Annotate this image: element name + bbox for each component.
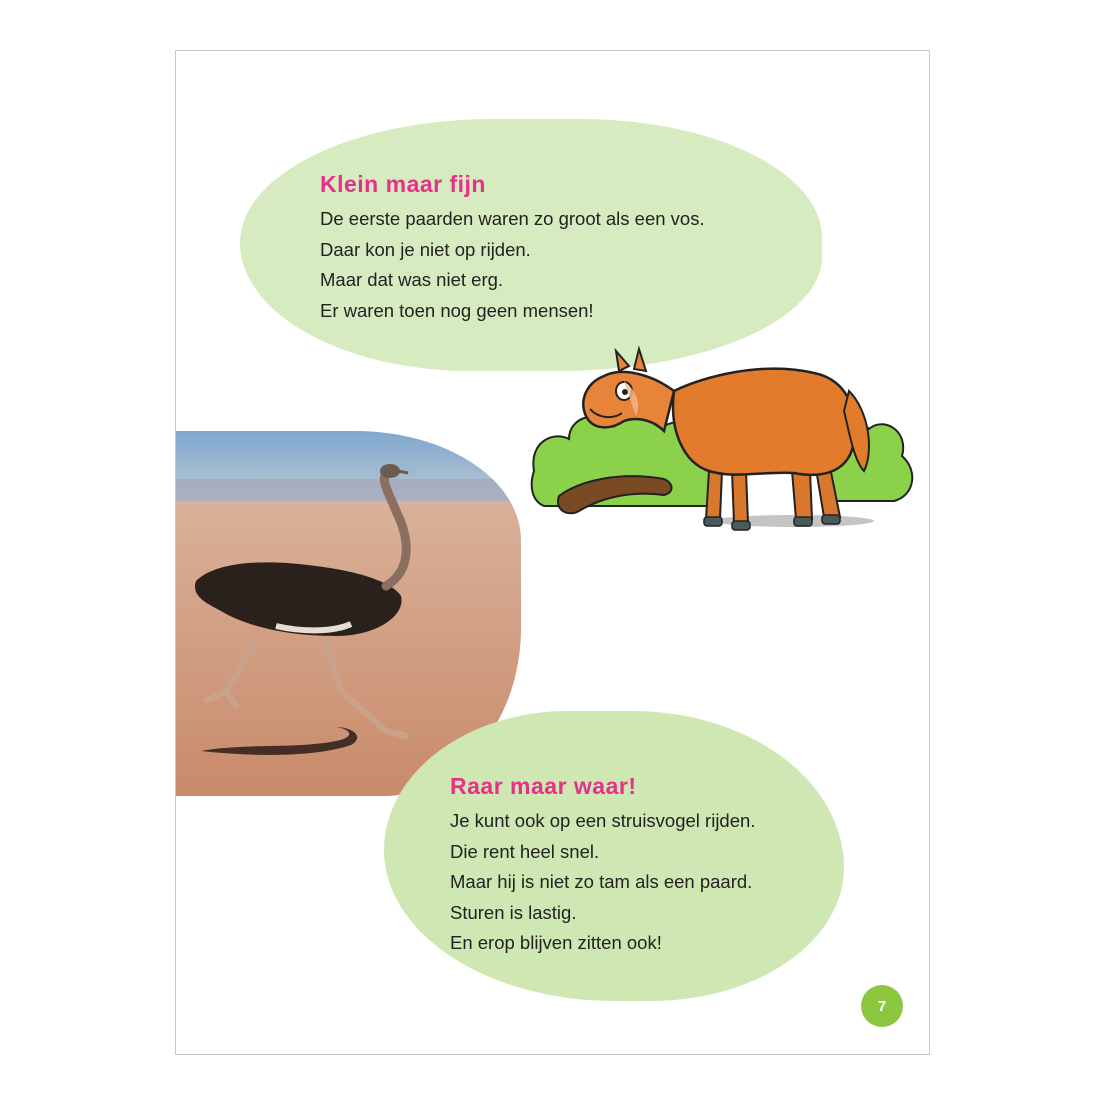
text-line: En erop blijven zitten ook! <box>450 932 662 953</box>
text-line: Daar kon je niet op rijden. <box>320 238 531 260</box>
text-line: Je kunt ook op een struisvogel rijden. <box>450 810 756 831</box>
text-block-klein-maar-fijn <box>320 171 705 326</box>
section-heading: Raar maar waar! <box>450 773 637 799</box>
text-block-raar-maar-waar <box>450 773 755 959</box>
text-line: Sturen is lastig. <box>450 901 577 923</box>
text-line: Maar hij is niet zo tam als een paard. <box>450 871 753 892</box>
text-line: De eerste paarden waren zo groot als een vos. <box>320 208 705 229</box>
text-line: Er waren toen nog geen mensen! <box>320 299 594 321</box>
text-line: Maar dat was niet erg. <box>320 269 504 290</box>
prehistoric-horse-illustration <box>524 321 919 536</box>
book-page <box>175 50 930 1055</box>
page-number-badge: 7 <box>861 985 903 1027</box>
section-heading: Klein maar fijn <box>320 171 486 197</box>
text-line: Die rent heel snel. <box>450 840 600 862</box>
